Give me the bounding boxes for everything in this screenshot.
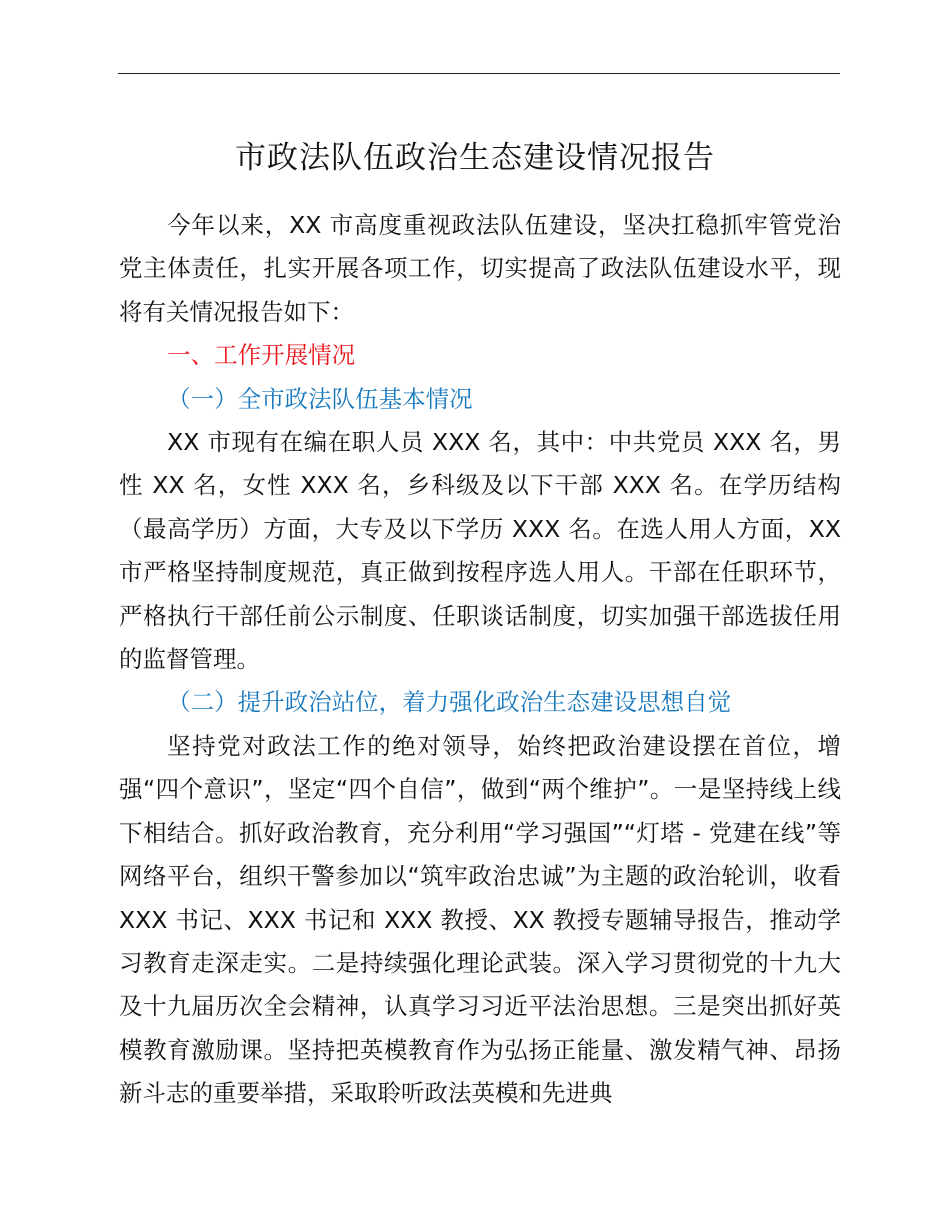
subsection-heading-political-stance: （二）提升政治站位，着力强化政治生态建设思想自觉	[167, 688, 732, 717]
header-rule	[118, 73, 840, 74]
basic-info-paragraph: XX 市现有在编在职人员 XXX 名，其中：中共党员 XXX 名，男性 XX 名，女性 XXX 名，乡科级及以下干部 XXX 名。在学历结构（最高学历）方面，大专及以下学历 XXX 名。在选人用人方面，XX 市严格坚持制度规范，真正做到按程序选人用人。干部在任职环节，严格执行干部任前公示制度、任职谈话制度，切实加强干部选拔任用的监督管理。	[119, 428, 841, 674]
section-heading-work-status: 一、工作开展情况	[167, 341, 356, 370]
document-title: 市政法队伍政治生态建设情况报告	[235, 140, 715, 176]
document-body	[119, 204, 841, 1116]
political-stance-paragraph: 坚持党对政法工作的绝对领导，始终把政治建设摆在首位，增强“四个意识”，坚定“四个自信”，做到“两个维护”。一是坚持线上线下相结合。抓好政治教育，充分利用“学习强国”“灯塔 - 党建在线”等网络平台，组织干警参加以“筑牢政治忠诚”为主题的政治轮训，收看 XXX 书记、XXX 书记和 XXX 教授、XX 教授专题辅导报告，推动学习教育走深走实。二是持续强化理论武装。深入学习贯彻党的十九大及十九届历次全会精神，认真学习习近平法治思想。三是突出抓好英模教育激励课。坚持把英模教育作为弘扬正能量、激发精气神、昂扬新斗志的重要举措，采取聆听政法英模和先进典	[119, 731, 841, 1108]
intro-paragraph: 今年以来，XX 市高度重视政法队伍建设，坚决扛稳抓牢管党治党主体责任，扎实开展各项工作，切实提高了政法队伍建设水平，现将有关情况报告如下：	[119, 211, 841, 326]
subsection-heading-basic-info: （一）全市政法队伍基本情况	[167, 384, 473, 413]
